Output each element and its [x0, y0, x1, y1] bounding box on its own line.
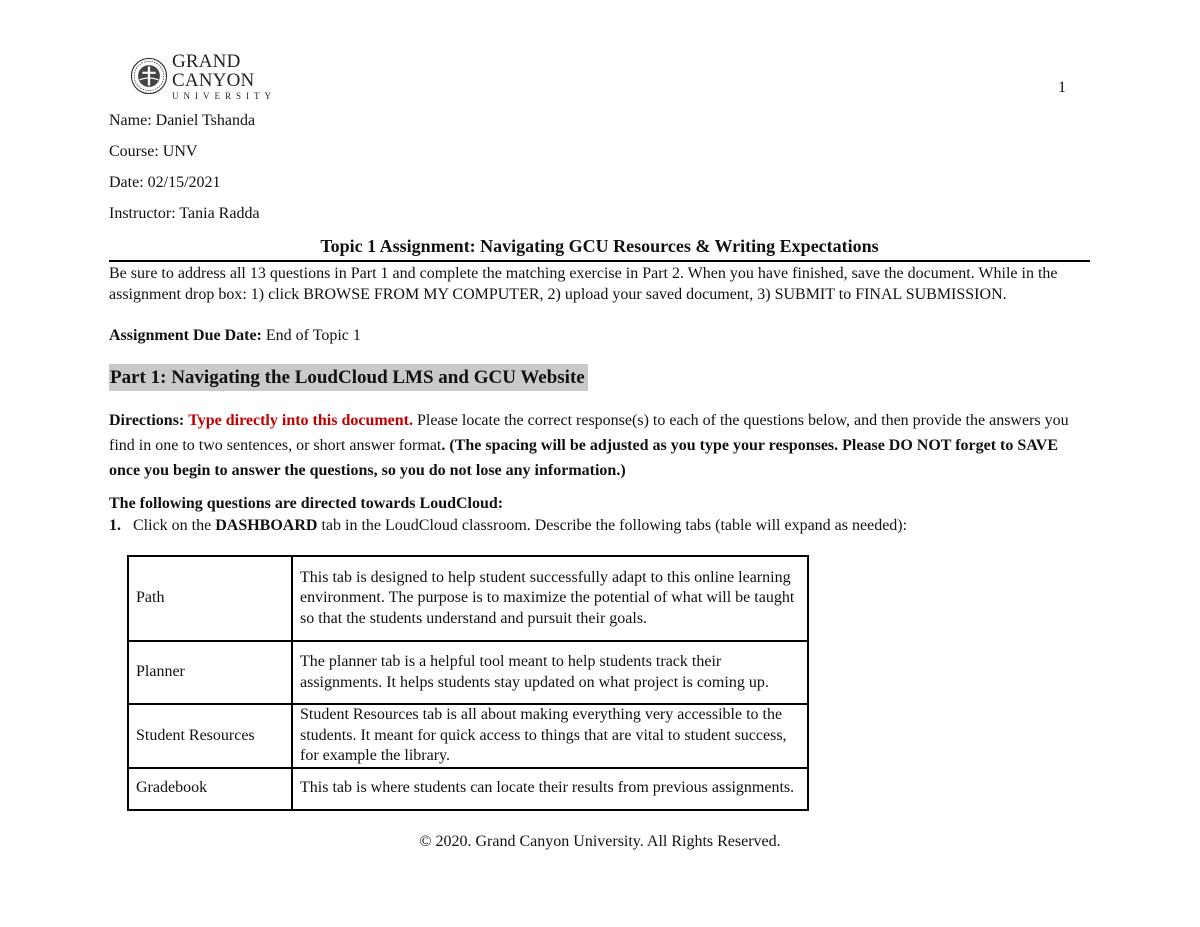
gcu-logo — [130, 50, 320, 101]
table-cell-answer[interactable]: The planner tab is a helpful tool meant to help students track their assignments. It helps students stay updated on what project is coming up. — [292, 641, 808, 704]
due-date-label: Assignment Due Date: — [109, 327, 262, 344]
due-date-value: End of Topic 1 — [261, 327, 361, 344]
table-row — [128, 641, 808, 704]
student-name: Name: Daniel Tshanda — [109, 112, 256, 129]
date: Date: 02/15/2021 — [109, 174, 221, 191]
question-1-pre: Click on the — [133, 517, 216, 534]
table-cell-label: Student Resources — [128, 704, 292, 768]
page-number: 1 — [1058, 79, 1066, 96]
dashboard-tabs-table — [127, 555, 809, 811]
university-seal-icon — [130, 56, 168, 96]
part1-heading: Part 1: Navigating the LoudCloud LMS and GCU Website — [109, 364, 588, 391]
copyright-footer: © 2020. Grand Canyon University. All Rights Reserved. — [419, 833, 781, 850]
table-row — [128, 768, 808, 810]
table-cell-answer[interactable]: This tab is where students can locate their results from previous assignments. — [292, 768, 808, 810]
logo-name: GRAND CANYON — [171, 50, 255, 91]
directions-emphasis: Type directly into this document. — [188, 412, 413, 429]
table-cell-label: Planner — [128, 641, 292, 704]
logo-subtitle: UNIVERSITY — [171, 90, 276, 101]
directions-label: Directions: — [109, 412, 185, 429]
course: Course: UNV — [109, 143, 198, 160]
table-row — [128, 556, 808, 641]
question-1-keyword: DASHBOARD — [215, 517, 318, 534]
question-1-number: 1. — [109, 517, 121, 534]
assignment-intro: Be sure to address all 13 questions in Part 1 and complete the matching exercise in Part 2. When you have finished, save the document. While in the assignment drop box: 1) click BROWSE FROM MY COMPUTER, 2) upload your saved document, 3) SUBMIT to FINAL SUBMISSION. — [109, 265, 1058, 303]
table-row — [128, 704, 808, 768]
table-cell-answer[interactable]: Student Resources tab is all about making everything very accessible to the students. It meant for quick access to things that are vital to student success, for example the library. — [292, 704, 808, 768]
questions-heading: The following questions are directed towards LoudCloud: — [109, 495, 504, 512]
table-cell-label: Gradebook — [128, 768, 292, 810]
directions-text: Please locate the correct response(s) to each of the questions below, and then provide the answers you find in one to two sentences, or short answer format — [109, 412, 1069, 454]
table-cell-answer[interactable]: This tab is designed to help student successfully adapt to this online learning environment. The purpose is to maximize the potential of what will be taught so that the students understand and pursuit their goals. — [292, 556, 808, 641]
directions — [109, 408, 1089, 483]
question-1-post: tab in the LoudCloud classroom. Describe the following tabs (table will expand as needed): — [317, 517, 908, 534]
table-cell-label: Path — [128, 556, 292, 641]
due-date — [109, 327, 361, 345]
directions-note: . (The spacing will be adjusted as you type your responses. Please DO NOT forget to SAVE once you begin to answer the questions, so you do not lose any information.) — [109, 437, 1058, 479]
question-1 — [109, 517, 907, 535]
instructor: Instructor: Tania Radda — [109, 205, 260, 222]
assignment-title: Topic 1 Assignment: Navigating GCU Resources & Writing Expectations — [109, 236, 1090, 262]
